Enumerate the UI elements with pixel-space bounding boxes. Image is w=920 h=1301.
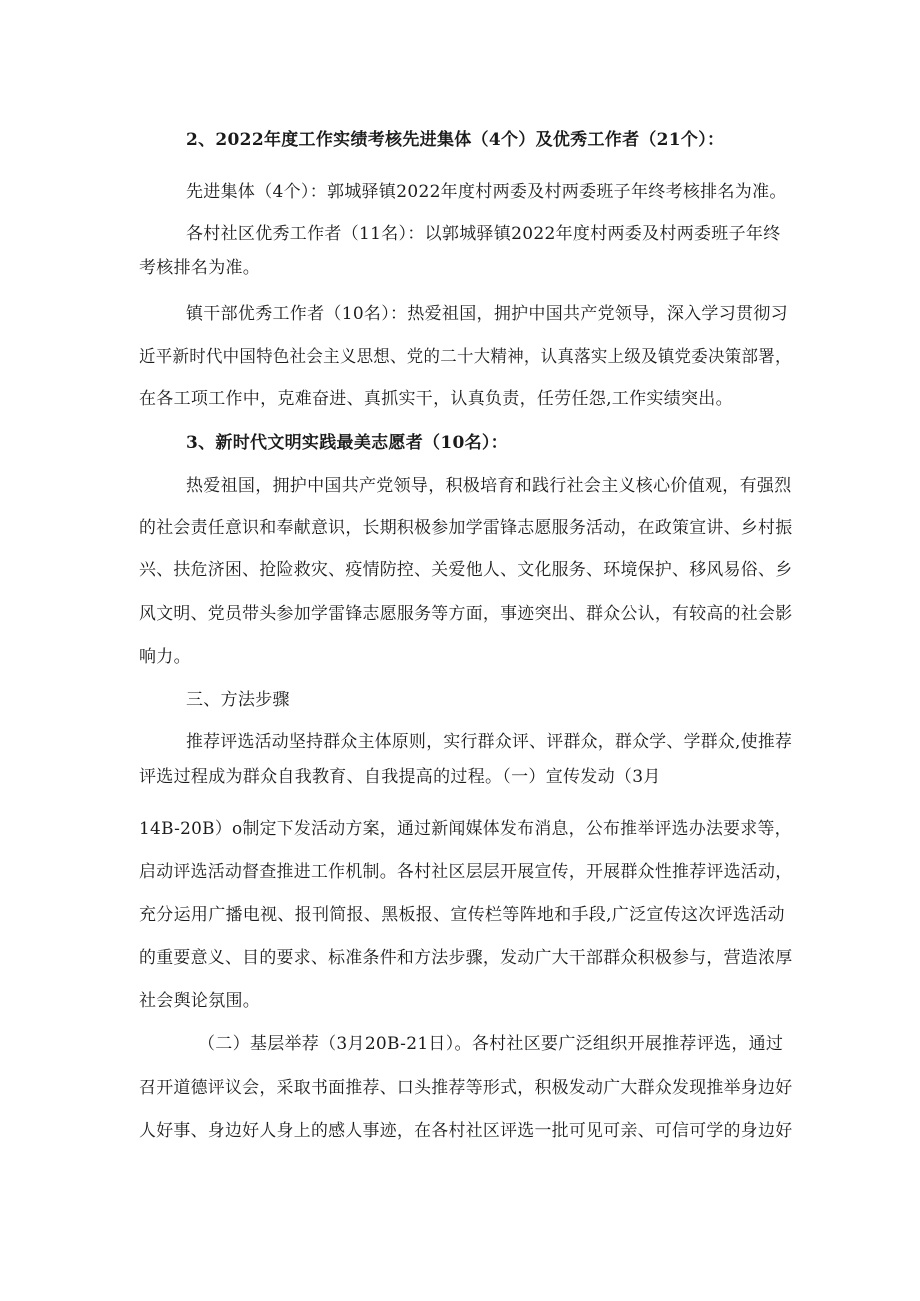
paragraph-line: 评选过程成为群众自我教育、自我提高的过程。（一）宣传发动（3月: [139, 767, 661, 787]
paragraph-line: 镇干部优秀工作者（10名）：热爱祖国，拥护中国共产党领导，深入学习贯彻习: [186, 304, 788, 324]
paragraph-line: 14B-20B）o制定下发活动方案，通过新闻媒体发布消息，公布推举评选办法要求等，: [139, 819, 792, 839]
section-3-heading: 3、新时代文明实践最美志愿者（10名）：: [186, 433, 508, 453]
paragraph-line: 各村社区优秀工作者（11名）：以郭城驿镇2022年度村两委及村两委班子年终: [186, 224, 781, 244]
paragraph-line: 的重要意义、目的要求、标准条件和方法步骤，发动广大干部群众积极参与，营造浓厚: [139, 948, 793, 968]
paragraph-line: 召开道德评议会，采取书面推荐、口头推荐等形式，积极发动广大群众发现推举身边好: [139, 1078, 793, 1098]
paragraph-line: 的社会责任意识和奉献意识，长期积极参加学雷锋志愿服务活动，在政策宣讲、乡村振: [139, 518, 793, 538]
paragraph-line: 在各工项工作中，克难奋进、真抓实干，认真负责，任劳任怨,工作实绩突出。: [139, 389, 733, 409]
paragraph-line: 考核排名为准。: [139, 258, 261, 278]
paragraph-line: 推荐评选活动坚持群众主体原则，实行群众评、评群众，群众学、学群众,使推荐: [186, 732, 793, 752]
paragraph-line: （二）基层举荐（3月20B-21日）。各村社区要广泛组织开展推荐评选，通过: [198, 1034, 784, 1054]
paragraph-line: 近平新时代中国特色社会主义思想、党的二十大精神，认真落实上级及镇党委决策部署，: [139, 347, 792, 367]
paragraph-line: 人好事、身边好人身上的感人事迹，在各村社区评选一批可见可亲、可信可学的身边好: [139, 1121, 793, 1141]
section-2-heading: 2、2022年度工作实绩考核先进集体（4个）及优秀工作者（21个）：: [186, 130, 725, 150]
section-heading-methods: 三、方法步骤: [186, 690, 290, 710]
paragraph-line: 启动评选活动督查推进工作机制。各村社区层层开展宣传，开展群众性推荐评选活动，: [139, 862, 793, 882]
paragraph-line: 风文明、党员带头参加学雷锋志愿服务等方面，事迹突出、群众公认，有较高的社会影: [139, 604, 793, 624]
paragraph-line: 兴、扶危济困、抢险救灾、疫情防控、关爱他人、文化服务、环境保护、移风易俗、乡: [139, 560, 793, 580]
paragraph-line: 热爱祖国，拥护中国共产党领导，积极培育和践行社会主义核心价值观，有强烈: [186, 476, 792, 496]
paragraph-line: 充分运用广播电视、报刊简报、黑板报、宣传栏等阵地和手段,广泛宣传这次评选活动: [139, 905, 785, 925]
paragraph-line: 先进集体（4个）：郭城驿镇2022年度村两委及村两委班子年终考核排名为准。: [186, 182, 787, 202]
paragraph-line: 响力。: [139, 647, 191, 667]
paragraph-line: 社会舆论氛围。: [139, 991, 261, 1011]
